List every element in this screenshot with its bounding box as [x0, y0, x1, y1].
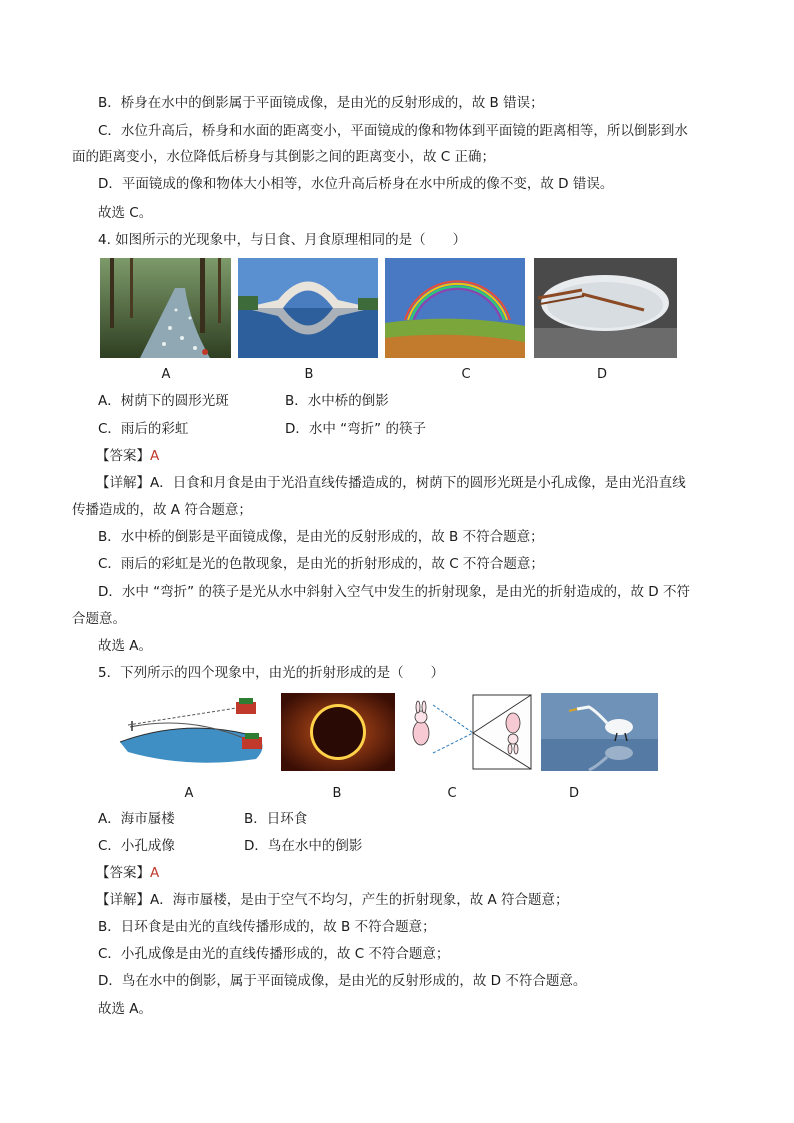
q5-detail-label: 【详解】 — [96, 892, 150, 908]
q5-figure-caption-b: B — [332, 786, 342, 801]
q4-detail-a-line1 — [96, 474, 686, 492]
q5-figure-d-bird-reflection — [541, 693, 658, 771]
q4-option-b: B．水中桥的倒影 — [285, 393, 389, 409]
q5-figure-caption-a: A — [184, 786, 194, 801]
q4-detail-d-line1: D．水中 “弯折” 的筷子是光从水中斜射入空气中发生的折射现象，是由光的折射造成的，故 D 不符 — [98, 584, 690, 600]
q4-answer-label: 【答案】 — [96, 448, 150, 464]
q4-detail-a-text: A．日食和月食是由于光沿直线传播造成的，树荫下的圆形光斑是小孔成像，是由光沿直线 — [150, 475, 686, 491]
q4-detail-label: 【详解】 — [96, 475, 150, 491]
q4-detail-c: C．雨后的彩虹是光的色散现象，是由光的折射形成的，故 C 不符合题意； — [98, 556, 544, 572]
q4-conclusion: 故选 A。 — [98, 638, 153, 654]
q4-figure-b-bridge-reflection — [238, 258, 378, 358]
q5-detail-b: B．日环食是由光的直线传播形成的，故 B 不符合题意； — [98, 919, 436, 935]
q5-answer-label: 【答案】 — [96, 865, 150, 881]
q5-detail-a-text: A．海市蜃楼，是由于空气不均匀，产生的折射现象，故 A 符合题意； — [150, 892, 569, 908]
q5-answer — [96, 864, 159, 882]
q5-detail-d: D．鸟在水中的倒影，属于平面镜成像，是由光的反射形成的，故 D 不符合题意。 — [98, 973, 587, 989]
q5-answer-value: A — [150, 865, 160, 881]
q4-figure-caption-b: B — [304, 367, 314, 382]
q5-conclusion: 故选 A。 — [98, 1001, 153, 1017]
q5-option-a: A．海市蜃楼 — [98, 811, 175, 827]
q5-option-b: B．日环食 — [244, 811, 308, 827]
q5-stem: 5．下列所示的四个现象中，由光的折射形成的是（ ） — [98, 665, 445, 681]
q4-figure-caption-d: D — [596, 367, 607, 382]
q4-figure-caption-a: A — [161, 367, 171, 382]
q5-figure-caption-d: D — [568, 786, 579, 801]
q4-stem: 4. 如图所示的光现象中，与日食、月食原理相同的是（ ） — [98, 232, 467, 248]
q4-option-a: A．树荫下的圆形光斑 — [98, 393, 229, 409]
q4-detail-d-line2: 合题意。 — [72, 611, 126, 627]
q4-option-d: D．水中 “弯折” 的筷子 — [285, 421, 426, 437]
q5-option-d: D．鸟在水中的倒影 — [244, 838, 363, 854]
q3-option-b-analysis: B．桥身在水中的倒影属于平面镜成像，是由光的反射形成的，故 B 错误； — [98, 95, 544, 111]
q4-figure-a-forest-light-spots — [100, 258, 231, 358]
q5-detail-a — [96, 891, 569, 909]
q4-answer-value: A — [150, 448, 160, 464]
q3-option-c-analysis-line2: 面的距离变小，水位降低后桥身与其倒影之间的距离变小，故 C 正确； — [72, 149, 496, 165]
q5-figure-caption-c: C — [447, 786, 457, 801]
q5-figure-a-mirage — [118, 697, 268, 767]
q5-figure-b-annular-eclipse — [281, 693, 395, 771]
q4-figure-c-rainbow — [385, 258, 525, 358]
q4-detail-a-line2: 传播造成的，故 A 符合题意； — [72, 502, 252, 518]
q5-detail-c: C．小孔成像是由光的直线传播形成的，故 C 不符合题意； — [98, 946, 450, 962]
q5-figure-c-pinhole-imaging — [405, 693, 533, 771]
q4-figure-d-bent-chopsticks — [534, 258, 677, 358]
q5-option-c: C．小孔成像 — [98, 838, 175, 854]
q4-detail-b: B．水中桥的倒影是平面镜成像，是由光的反射形成的，故 B 不符合题意； — [98, 529, 544, 545]
q3-option-c-analysis-line1: C．水位升高后，桥身和水面的距离变小，平面镜成的像和物体到平面镜的距离相等，所以倒影到水 — [98, 123, 688, 139]
q3-conclusion: 故选 C。 — [98, 205, 153, 221]
q3-option-d-analysis: D．平面镜成的像和物体大小相等，水位升高后桥身在水中所成的像不变，故 D 错误。 — [98, 176, 614, 192]
q4-answer — [96, 447, 159, 465]
q4-figure-caption-c: C — [461, 367, 471, 382]
q4-option-c: C．雨后的彩虹 — [98, 421, 189, 437]
